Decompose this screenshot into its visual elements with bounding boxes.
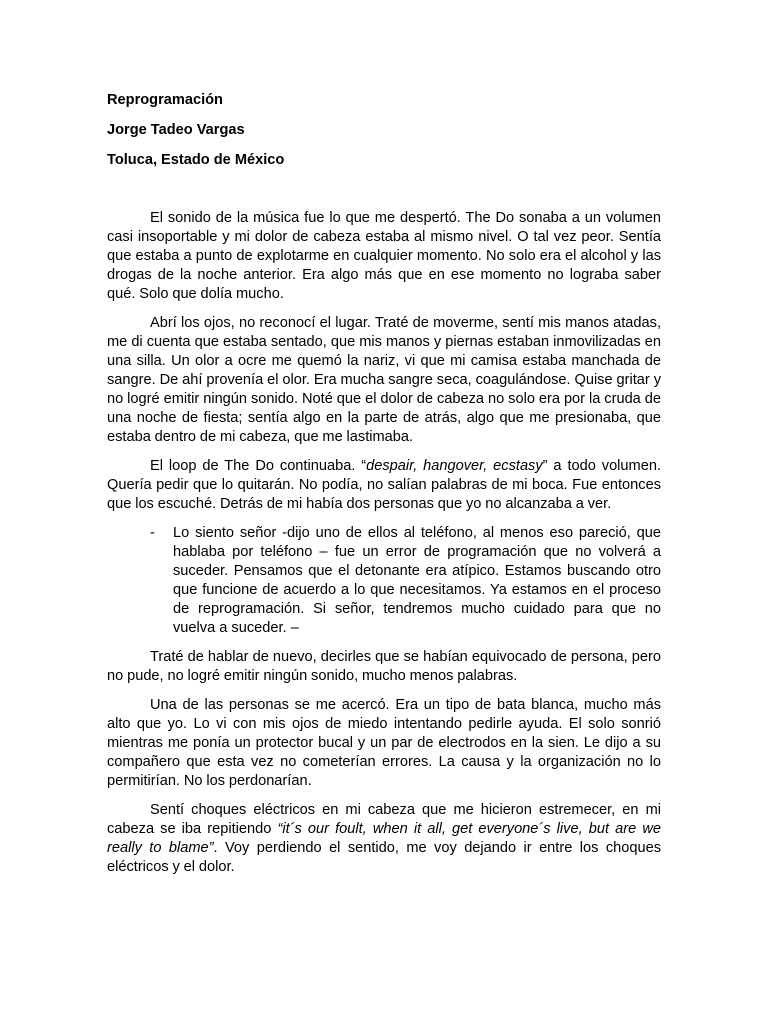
document-page	[107, 91, 661, 887]
dialogue-dash: -	[150, 525, 155, 541]
document-title: Reprogramación	[107, 92, 223, 108]
document-location: Toluca, Estado de México	[107, 152, 285, 168]
paragraph-3-text-a: El loop de The Do continuaba. “	[150, 458, 367, 474]
dialogue-text: Lo siento señor -dijo uno de ellos al teléfono, al menos eso pareció, que hablaba por teléfono – fue un error de programación que no volverá a suceder. Pensamos que el detonante era atípico. Estamos buscando otro que funcione de acuerdo a lo que necesitamos. Ya estamos en el proceso de reprogramación. Si señor, tendremos mucho cuidado para que no vuelva a suceder. –	[173, 525, 661, 636]
document-author: Jorge Tadeo Vargas	[107, 122, 245, 138]
paragraph-1: El sonido de la música fue lo que me despertó. The Do sonaba a un volumen casi insoportable y mi dolor de cabeza estaba al mismo nivel. O tal vez peor. Sentía que estaba a punto de explotarme en cualquier momento. No solo era el alcohol y las drogas de la noche anterior. Era algo más que en ese momento no lograba saber qué. Solo que dolía mucho.	[107, 210, 661, 302]
dialogue-item	[107, 524, 661, 638]
paragraph-3-italic: despair, hangover, ecstasy	[366, 458, 543, 474]
paragraph-6-text-b: . Voy perdiendo el sentido, me voy dejando ir entre los choques eléctricos y el dolor.	[107, 840, 661, 875]
paragraph-6-italic: “it´s our foult, when it all, get everyone´s live, but are we really to blame”	[107, 821, 661, 856]
paragraph-6	[107, 801, 661, 877]
paragraph-6-text-a: Sentí choques eléctricos en mi cabeza que me hicieron estremecer, en mi cabeza se iba repitiendo	[107, 802, 661, 837]
paragraph-3	[107, 457, 661, 514]
paragraph-3-text-b: ” a todo volumen. Quería pedir que lo quitarán. No podía, no salían palabras de mi boca. Fue entonces que los escuché. Detrás de mi había dos personas que yo no alcanzaba a ver.	[107, 458, 661, 512]
paragraph-4: Traté de hablar de nuevo, decirles que se habían equivocado de persona, pero no pude, no logré emitir ningún sonido, mucho menos palabras.	[107, 649, 661, 684]
paragraph-2: Abrí los ojos, no reconocí el lugar. Traté de moverme, sentí mis manos atadas, me di cuenta que estaba sentado, que mis manos y piernas estaban inmovilizadas en una silla. Un olor a ocre me quemó la nariz, vi que mi camisa estaba manchada de sangre. De ahí provenía el olor. Era mucha sangre seca, coagulándose. Quise gritar y no logré emitir ningún sonido. Noté que el dolor de cabeza no solo era por la cruda de una noche de fiesta; sentía algo en la parte de atrás, algo que me presionaba, que estaba dentro de mi cabeza, que me lastimaba.	[107, 315, 661, 445]
heading-spacer	[107, 170, 661, 209]
paragraph-5: Una de las personas se me acercó. Era un tipo de bata blanca, mucho más alto que yo. Lo vi con mis ojos de miedo intentando pedirle ayuda. El solo sonrió mientras me ponía un protector bucal y un par de electrodos en la sien. Le dijo a su compañero que esta vez no cometerían errores. La causa y la organización no lo permitirían. No los perdonarían.	[107, 697, 661, 789]
